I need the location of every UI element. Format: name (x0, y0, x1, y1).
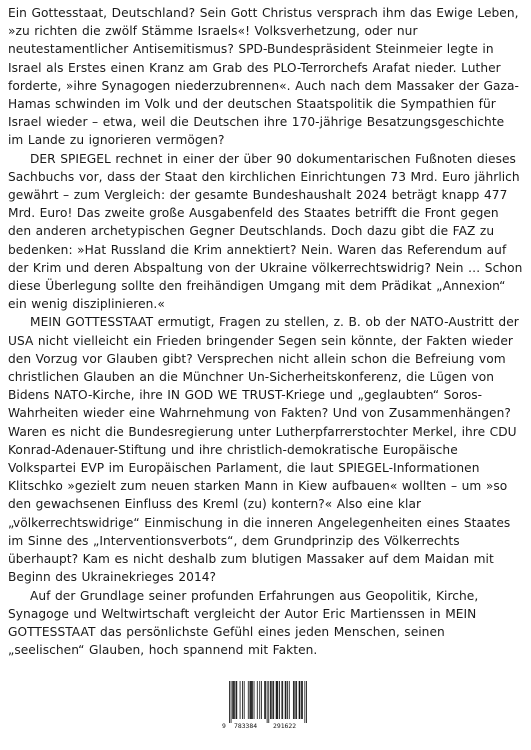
barcode-bar (285, 681, 286, 719)
barcode-bar (254, 681, 255, 719)
barcode-bar (240, 681, 241, 719)
barcode-bar (231, 681, 232, 723)
barcode-bar (287, 681, 288, 719)
barcode-bar (270, 681, 271, 719)
paragraph-mein-gottesstaat: MEIN GOTTESSTAAT ermutigt, Fragen zu stellen, z. B. ob der NATO-Austritt der USA nicht vielleicht ein Frieden bringender Segen sein könnte, der Fakten wieder den Vorzug vor Glauben gibt? Versprechen nicht allein schon die Befreiung vom christlichen Glauben an die Münchner Un-Sicherheitskonferenz, die Lügen von Bidens NATO-Kirche, ihre IN GOD WE TRUST-Kriege und „geglaubten“ Soros-Wahrheiten wieder eine Wahrnehmung von Fakten? Und von Zusammenhängen? Waren es nicht die Bundesregierung unter Lutherpfarrerstochter Merkel, ihre CDU Konrad-Adenauer-Stiftung und ihre christlich-demokratische Europäische Volkspartei EVP im Europäischen Parlament, die laut SPIEGEL-Informationen Klitschko »gezielt zum neuen starken Mann in Kiew aufbauen« wollten – um »so den gewachsenen Einfluss des Kreml (zu) kontern?« Also eine klar „völkerrechtswidrige“ Einmischung in die inneren Angelegenheiten eines Staates im Sinne des „Interventionsverbots“, dem Grundprinzip des Völkerrechts überhaupt? Kam es nicht deshalb zum blutigen Massaker auf dem Maidan mit Beginn des Ukrainekrieges 2014? (8, 315, 519, 585)
barcode-bar (304, 681, 305, 723)
barcode-bar (302, 681, 303, 719)
paragraph-author: Auf der Grundlage seiner profunden Erfahrungen aus Geopolitik, Kirche, Synagoge und Weltwirtschaft vergleicht der Autor Eric Martienssen in MEIN GOTTESSTAAT das persönlichste Gefühl eines jeden Menschen, seinen „seelischen“ Glauben, hoch spannend mit Fakten. (8, 588, 479, 658)
barcode-bar (242, 681, 243, 719)
barcode-bar (250, 681, 251, 719)
barcode-bar (293, 681, 294, 719)
isbn-barcode (222, 681, 312, 731)
barcode-bar (272, 681, 273, 719)
barcode-bar (251, 681, 252, 719)
barcode-bar (277, 681, 278, 719)
barcode-bar (259, 681, 260, 719)
barcode-bar (271, 681, 272, 719)
barcode-bars (222, 681, 312, 723)
paragraph-spiegel: DER SPIEGEL rechnet in einer der über 90 dokumentarischen Fußnoten dieses Sachbuchs vor, dass der Staat den kirchlichen Einrichtungen 73 Mrd. Euro jährlich gewährt – zum Vergleich: der gesamte Bundeshaushalt 2024 beträgt knapp 477 Mrd. Euro! Das zweite große Ausgabenfeld des Staates betrifft die Front gegen den anderen archetypischen Gegner Deutschlands. Doch dazu gibt die FAZ zu bedenken: »Hat Russland die Krim annektiert? Nein. Waren das Referendum auf der Krim und deren Abspaltung von der Ukraine völkerrechtswidrig? Nein … Schon diese Überlegung sollte den freihändigen Umgang mit dem Prädikat „Annexion“ ein wenig disziplinieren.« (8, 151, 523, 312)
barcode-bar (264, 681, 265, 719)
barcode-bar (232, 681, 233, 719)
barcode-bar (295, 681, 296, 719)
barcode-bar (301, 681, 302, 719)
paragraph-intro: Ein Gottesstaat, Deutschland? Sein Gott Christus versprach ihm das Ewige Leben, »zu richten die zwölf Stämme Israels«! Volksverhetzung, oder nur neutestamentlicher Antisemitismus? SPD-Bundespräsident Steinmeier legte in Israel als Erstes einen Kranz am Grab des PLO-Terrorchefs Arafat nieder. Luther forderte, »ihre Synagogen niederzubrennen«. Auch nach dem Massaker der Gaza-Hamas schwinden im Volk und der deutschen Staatspolitik die Sympathien für Israel wieder – etwa, weil die Deutschen ihre 170-jährige Besatzungsgeschichte im Lande zu ignorieren vermögen? (8, 6, 519, 148)
barcode-bar (248, 681, 249, 719)
barcode-bar (252, 681, 253, 719)
barcode-bar (233, 681, 234, 719)
barcode-bar (267, 681, 268, 723)
barcode-bar (282, 681, 283, 719)
barcode-bar (277, 681, 278, 719)
barcode-bar (306, 681, 307, 723)
barcode-bar (250, 681, 251, 719)
barcode-bar (281, 681, 282, 719)
barcode-bar (276, 681, 277, 719)
barcode-right-group: 291622 (273, 722, 297, 730)
barcode-bar (294, 681, 295, 719)
barcode-bar (236, 681, 237, 719)
barcode-bar (273, 681, 274, 719)
barcode-bar (261, 681, 262, 719)
barcode-bar (234, 681, 235, 719)
barcode-bar (229, 681, 230, 723)
barcode-bar (289, 681, 290, 719)
barcode-bar (265, 681, 266, 719)
barcode-left-group: 783384 (234, 722, 258, 730)
barcode-bar (244, 681, 245, 719)
barcode-bar (296, 681, 297, 719)
barcode-bar (299, 681, 300, 719)
barcode-bar (300, 681, 301, 719)
barcode-first-digit: 9 (222, 722, 226, 730)
back-cover-text (8, 4, 523, 659)
barcode-bar (279, 681, 280, 719)
barcode-bar (268, 681, 269, 723)
barcode-bar (257, 681, 258, 719)
barcode-bar (286, 681, 287, 719)
barcode-bar (236, 681, 237, 719)
